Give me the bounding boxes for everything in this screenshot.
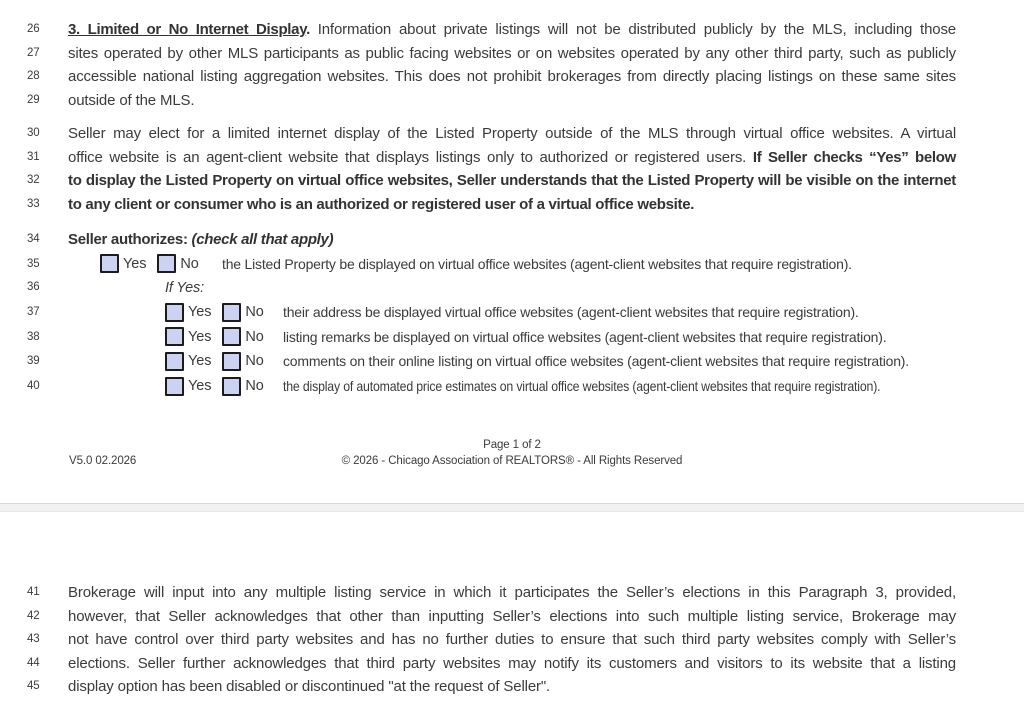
yes-no-checkbox-group <box>165 300 275 325</box>
no-label: No <box>245 353 264 370</box>
document-line-33 <box>0 193 1024 217</box>
text-run: accessible national listing aggregation websites. This does not prohibit brokerages from directly placing listings on these same sites <box>68 68 956 85</box>
yes-checkbox[interactable] <box>165 352 184 371</box>
yes-no-checkbox-group <box>100 252 210 277</box>
checkbox-item-text: listing remarks be displayed on virtual office websites (agent-client websites that require registration). <box>283 328 887 345</box>
document-line-34 <box>0 228 1024 252</box>
text-run: to any client or consumer who is an authorized or registered user of a virtual office website. <box>68 195 695 213</box>
document-line-40 <box>0 374 1024 399</box>
line-number: 28 <box>27 70 40 82</box>
yes-label: Yes <box>188 303 212 320</box>
line-number: 26 <box>27 23 40 35</box>
no-checkbox[interactable] <box>222 303 241 322</box>
line-number: 34 <box>27 233 40 245</box>
text-run: sites operated by other MLS participants as public facing websites or on websites operated by any other third party, such as publicly <box>68 44 956 62</box>
line-text <box>68 628 956 652</box>
page1-footer <box>0 437 1024 469</box>
page-number-label: Page 1 of 2 <box>483 439 541 451</box>
line-number: 42 <box>27 609 40 622</box>
text-run: Seller may elect for a limited internet display of the Listed Property outside of the MLS through virtual office websites. A virtual <box>68 125 956 142</box>
line-text <box>68 122 956 146</box>
text-run: to display the Listed Property on virtual office websites, Seller understands that the Listed Property will be visible on the internet <box>68 172 956 189</box>
text-run: display option has been disabled or discontinued "at the request of Seller". <box>68 678 551 695</box>
document-line-43 <box>0 628 1024 652</box>
yes-label: Yes <box>123 255 147 272</box>
no-checkbox[interactable] <box>157 254 176 273</box>
if-yes-label: If Yes: <box>165 280 204 297</box>
yes-checkbox[interactable] <box>100 254 119 273</box>
document-line-32 <box>0 169 1024 193</box>
document-line-31 <box>0 146 1024 170</box>
line-number: 33 <box>27 197 40 210</box>
line-number: 27 <box>27 46 40 59</box>
yes-no-checkbox-group <box>165 374 275 399</box>
checkbox-item-text: the Listed Property be displayed on virtual office websites (agent-client websites that require registration). <box>222 255 852 272</box>
line-text <box>68 228 956 252</box>
text-run: 3. Limited or No Internet Display <box>68 21 307 38</box>
line-text <box>68 374 956 399</box>
footer-second-line <box>0 453 1024 469</box>
line-text <box>68 252 956 277</box>
yes-label: Yes <box>188 328 212 345</box>
line-text <box>68 65 956 89</box>
text-run: not have control over third party websites and has no further duties to ensure that such third party websites comply with Seller’s <box>68 631 956 648</box>
yes-no-checkbox-group <box>165 349 275 374</box>
line-text <box>68 89 956 113</box>
line-text <box>68 276 956 300</box>
checkbox-item-text: the display of automated price estimates on virtual office websites (agent-client websites that require registration). <box>283 378 881 395</box>
text-run: Information about private listings will not be distributed publicly by the MLS, including those <box>317 21 956 38</box>
line-number: 37 <box>27 305 40 318</box>
document-line-26 <box>0 18 1024 42</box>
line-number: 43 <box>27 633 40 645</box>
yes-checkbox[interactable] <box>165 327 184 346</box>
copyright-label: © 2026 - Chicago Association of REALTORS® - All Rights Reserved <box>341 455 683 467</box>
line-text <box>68 193 956 217</box>
page-separator <box>0 503 1024 512</box>
document-line-36 <box>0 276 1024 300</box>
no-label: No <box>245 328 264 345</box>
line-text <box>68 605 956 629</box>
line-number: 32 <box>27 174 40 186</box>
document-line-45 <box>0 675 1024 699</box>
line-number: 45 <box>27 680 40 692</box>
line-number: 39 <box>27 355 40 368</box>
line-text <box>68 581 956 605</box>
document-page-2 <box>0 512 1024 711</box>
no-label: No <box>245 378 264 395</box>
text-run: however, that Seller acknowledges that other than inputting Seller’s elections into such multiple listing service, Brokerage may <box>68 607 956 625</box>
yes-label: Yes <box>188 353 212 370</box>
document-line-41 <box>0 581 1024 605</box>
document-line-38 <box>0 325 1024 350</box>
no-label: No <box>245 303 264 320</box>
text-run: . <box>306 21 318 38</box>
checkbox-item-text: comments on their online listing on virtual office websites (agent-client websites that require registration). <box>283 353 909 370</box>
line-number: 31 <box>27 150 40 163</box>
document-line-28 <box>0 65 1024 89</box>
document-line-42 <box>0 605 1024 629</box>
text-run: (check all that apply) <box>191 231 334 248</box>
line-text <box>68 146 956 170</box>
text-run: Brokerage will input into any multiple listing service in which it participates the Seller’s elections in this Paragraph 3, provided, <box>68 584 956 601</box>
document-line-39 <box>0 349 1024 374</box>
no-checkbox[interactable] <box>222 352 241 371</box>
form-version-label: V5.0 02.2026 <box>69 455 137 467</box>
yes-checkbox[interactable] <box>165 377 184 396</box>
yes-checkbox[interactable] <box>165 303 184 322</box>
yes-label: Yes <box>188 378 212 395</box>
text-run: outside of the MLS. <box>68 91 195 109</box>
page1-text-block <box>0 18 1024 399</box>
no-checkbox[interactable] <box>222 377 241 396</box>
line-number: 35 <box>27 257 40 270</box>
document-line-37 <box>0 300 1024 325</box>
document-line-29 <box>0 89 1024 113</box>
line-text <box>68 169 956 193</box>
text-run: Seller authorizes: <box>68 231 192 248</box>
line-text <box>68 18 956 42</box>
line-text <box>68 300 956 325</box>
line-number: 36 <box>27 281 40 294</box>
yes-no-checkbox-group <box>165 325 275 350</box>
line-number: 41 <box>27 586 40 598</box>
line-text <box>68 675 956 699</box>
document-line-44 <box>0 652 1024 676</box>
no-label: No <box>180 255 199 272</box>
document-line-35 <box>0 252 1024 277</box>
line-number: 29 <box>27 93 40 106</box>
text-run: office website is an agent-client website that displays listings only to authorized or registered users. <box>68 148 753 166</box>
line-text <box>68 652 956 676</box>
line-number: 38 <box>27 330 40 343</box>
text-run: elections. Seller further acknowledges that third party websites may notify its customers and visitors to its website that a listing <box>68 654 956 672</box>
line-number: 30 <box>27 127 40 139</box>
text-run: If Seller checks “Yes” below <box>752 148 956 166</box>
checkbox-item-text: their address be displayed virtual office websites (agent-client websites that require registration). <box>283 303 859 320</box>
document-line-30 <box>0 122 1024 146</box>
line-text <box>68 325 956 350</box>
line-text <box>68 42 956 66</box>
line-text <box>68 349 956 374</box>
no-checkbox[interactable] <box>222 327 241 346</box>
line-number: 40 <box>27 380 40 393</box>
line-number: 44 <box>27 656 40 669</box>
document-line-27 <box>0 42 1024 66</box>
page2-text-block <box>0 581 1024 699</box>
